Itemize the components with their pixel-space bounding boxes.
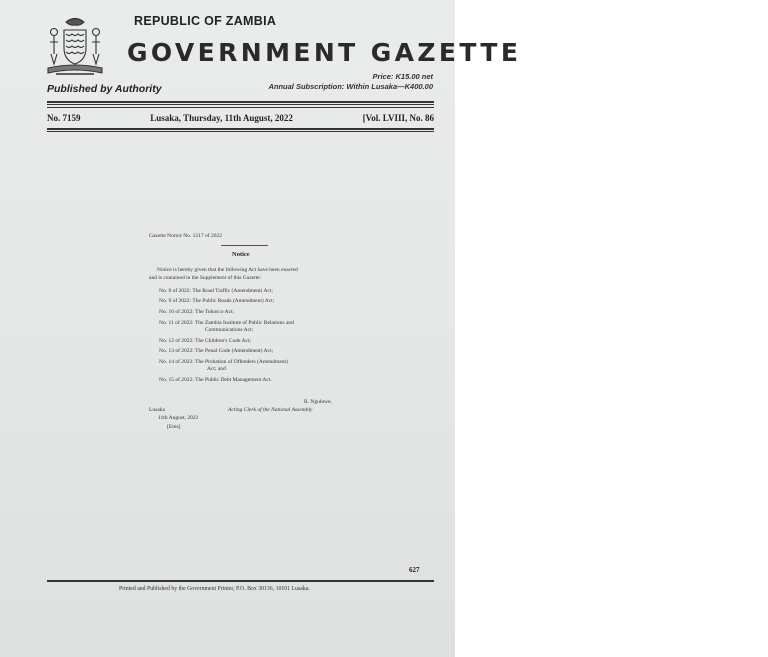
coat-of-arms-icon (44, 14, 106, 80)
subscription-label: Annual Subscription: Within Lusaka—K400.00 (268, 82, 433, 91)
act-item-continuation: Act; and (207, 366, 226, 372)
gazette-notice-number: Gazette Notice No. 1217 of 2022 (149, 233, 223, 239)
published-by-authority: Published by Authority (47, 83, 162, 95)
page-number: 627 (409, 566, 420, 574)
act-item: No. 14 of 2022: The Probation of Offenders (Amendment) (159, 359, 288, 365)
republic-heading: REPUBLIC OF ZAMBIA (134, 14, 277, 28)
signatory-title: Acting Clerk of the National Assembly (228, 407, 313, 413)
price-label: Price: K15.00 net (372, 72, 433, 81)
act-item: No. 10 of 2022: The Tobacco Act; (159, 309, 235, 315)
gazette-title: GOVERNMENT GAZETTE (127, 38, 522, 67)
notice-heading: Notice (232, 251, 250, 258)
act-item: No. 11 of 2022: The Zambia Institute of Public Relations and (159, 320, 294, 326)
act-item: No. 13 of 2022: The Penal Code (Amendment) Act; (159, 348, 274, 354)
issue-number: No. 7159 (47, 113, 81, 123)
issue-volume: [Vol. LVIII, No. 86 (362, 113, 434, 123)
act-item: No. 8 of 2022: The Road Traffic (Amendment) Act; (159, 288, 273, 294)
masthead-rule-bottom (47, 128, 434, 130)
act-item: No. 9 of 2022: The Public Roads (Amendment) Act; (159, 298, 275, 304)
notice-intro-line-2: and is contained in the Supplement of this Gazette: (149, 275, 262, 281)
act-item: No. 12 of 2022: The Children's Code Act; (159, 338, 251, 344)
masthead-rule-top-thin (47, 104, 434, 105)
notice-date: 11th August, 2022 (158, 415, 199, 421)
issue-info-row (47, 113, 434, 123)
masthead-rule-top-thin-2 (47, 107, 434, 108)
footer-rule (47, 580, 434, 582)
printer-footer: Printed and Published by the Government Printer, P.O. Box 30136, 10101 Lusaka. (119, 586, 310, 592)
notice-place: Lusaka (149, 407, 165, 413)
notice-reference: [Ems] (167, 424, 181, 430)
signatory-name: R. Nguluwe, (304, 399, 332, 405)
act-item-continuation: Communications Act; (205, 327, 254, 333)
notice-divider (221, 245, 268, 246)
masthead-rule-bottom-thin (47, 131, 434, 132)
notice-intro-line-1: Notice is hereby given that the following Act have been enacted (157, 267, 298, 273)
act-item: No. 15 of 2022: The Public Debt Management Act. (159, 377, 272, 383)
issue-place-date: Lusaka, Thursday, 11th August, 2022 (150, 113, 293, 123)
masthead-rule-top (47, 101, 434, 103)
